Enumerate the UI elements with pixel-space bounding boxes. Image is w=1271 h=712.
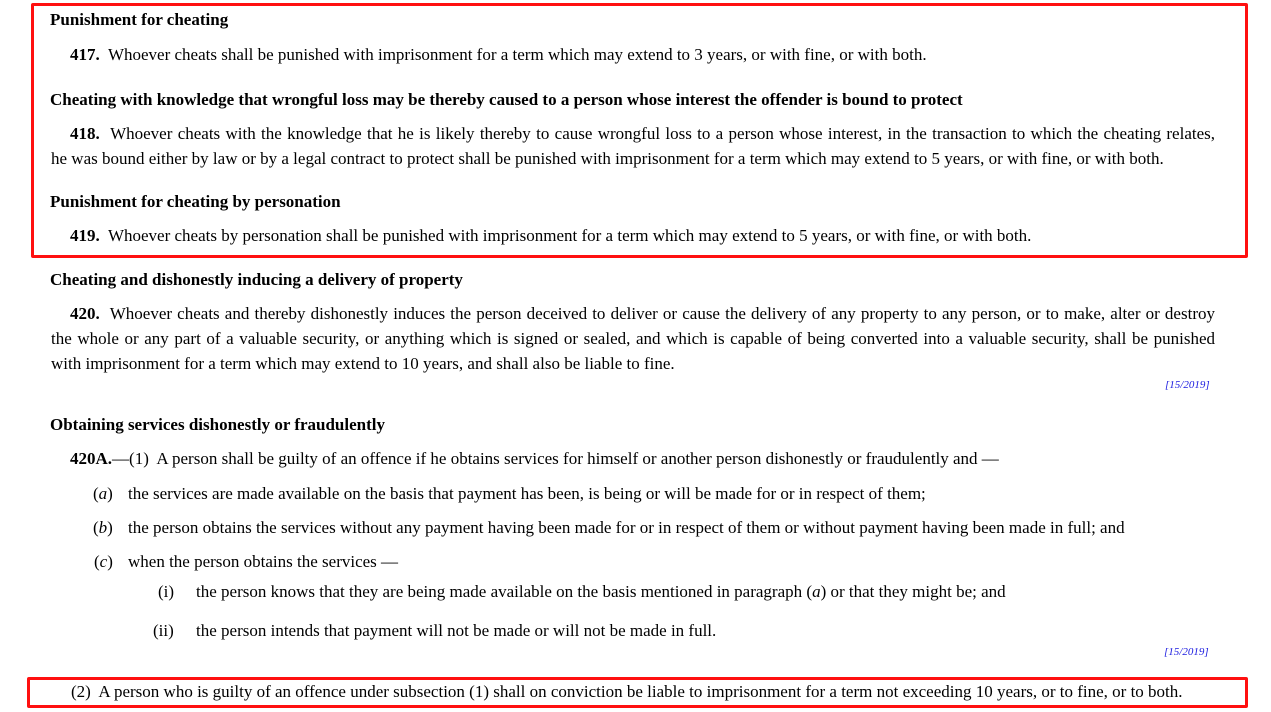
section-417-number: 417.	[70, 45, 100, 64]
section-420-line-1: 420. Whoever cheats and thereby dishonestly induces the person deceived to deliver or cause the delivery of any property to any person, or to make, alter or destroy	[70, 304, 1215, 323]
subsection-1-text: A person shall be guilty of an offence if he obtains services for himself or another person dishonestly or fraudulently and —	[156, 449, 999, 468]
section-419-text: Whoever cheats by personation shall be punished with imprisonment for a term which may extend to 5 years, or with fine, or with both.	[107, 226, 1032, 245]
section-418-line-2: he was bound either by law or by a legal contract to protect shall be punished with imprisonment for a term which may extend to 5 years, or with fine, or with both.	[51, 149, 1164, 168]
subparagraph-ii-text: the person intends that payment will not be made or will not be made in full.	[196, 621, 717, 640]
section-420-line-3: with imprisonment for a term which may extend to 10 years, and shall also be liable to fine.	[51, 354, 675, 373]
section-420-amendment-reference[interactable]: [15/2019]	[1165, 379, 1210, 391]
section-420-number: 420.	[70, 304, 100, 323]
section-420-body	[51, 301, 1215, 376]
section-420A-heading: Obtaining services dishonestly or fraudulently	[50, 415, 385, 434]
section-420A-subsection-2	[71, 682, 1183, 702]
subparagraph-i-text: the person knows that they are being made available on the basis mentioned in paragraph (a) or that they might be; and	[196, 582, 1006, 601]
section-418-number: 418.	[70, 124, 100, 143]
paragraph-c-label: (c)	[94, 552, 113, 571]
section-417-text: Whoever cheats shall be punished with imprisonment for a term which may extend to 3 years, or with fine, or with both.	[107, 45, 927, 64]
section-420-line-2: the whole or any part of a valuable security, or anything which is signed or sealed, and which is capable of being converted into a valuable security, shall be punished	[51, 329, 1215, 348]
section-418-line-1: 418. Whoever cheats with the knowledge that he is likely thereby to cause wrongful loss to a person whose interest, in the transaction to which the cheating relates,	[70, 124, 1215, 143]
section-417-heading: Punishment for cheating	[50, 10, 229, 29]
section-420A-number: 420A.	[70, 449, 113, 468]
section-418-heading: Cheating with knowledge that wrongful loss may be thereby caused to a person whose interest the offender is bound to protect	[50, 90, 963, 109]
section-418-body	[51, 121, 1215, 171]
section-419-number: 419.	[70, 226, 100, 245]
section-419-body	[70, 226, 1031, 246]
subsection-1-label: —(1)	[112, 449, 149, 468]
section-420-heading: Cheating and dishonestly inducing a delivery of property	[50, 270, 463, 289]
paragraph-b-text: the person obtains the services without any payment having been made for or in respect of them or without payment having been made in full; and	[128, 518, 1125, 537]
subparagraph-i-label: (i)	[158, 582, 175, 601]
paragraph-b-label: (b)	[93, 518, 113, 537]
paragraph-c-text: when the person obtains the services —	[128, 552, 399, 571]
paragraph-a-label: (a)	[93, 484, 113, 503]
section-420A-subsection-1	[70, 449, 999, 469]
subsection-2-text: A person who is guilty of an offence under subsection (1) shall on conviction be liable to imprisonment for a term not exceeding 10 years, or to fine, or to both.	[98, 682, 1183, 701]
subparagraph-ii-label: (ii)	[153, 621, 174, 640]
subsection-2-label: (2)	[71, 682, 91, 701]
section-419-heading: Punishment for cheating by personation	[50, 192, 341, 211]
section-420A-amendment-reference[interactable]: [15/2019]	[1164, 646, 1209, 658]
section-417-body	[70, 45, 927, 65]
paragraph-a-text: the services are made available on the basis that payment has been, is being or will be made for or in respect of them;	[128, 484, 926, 503]
